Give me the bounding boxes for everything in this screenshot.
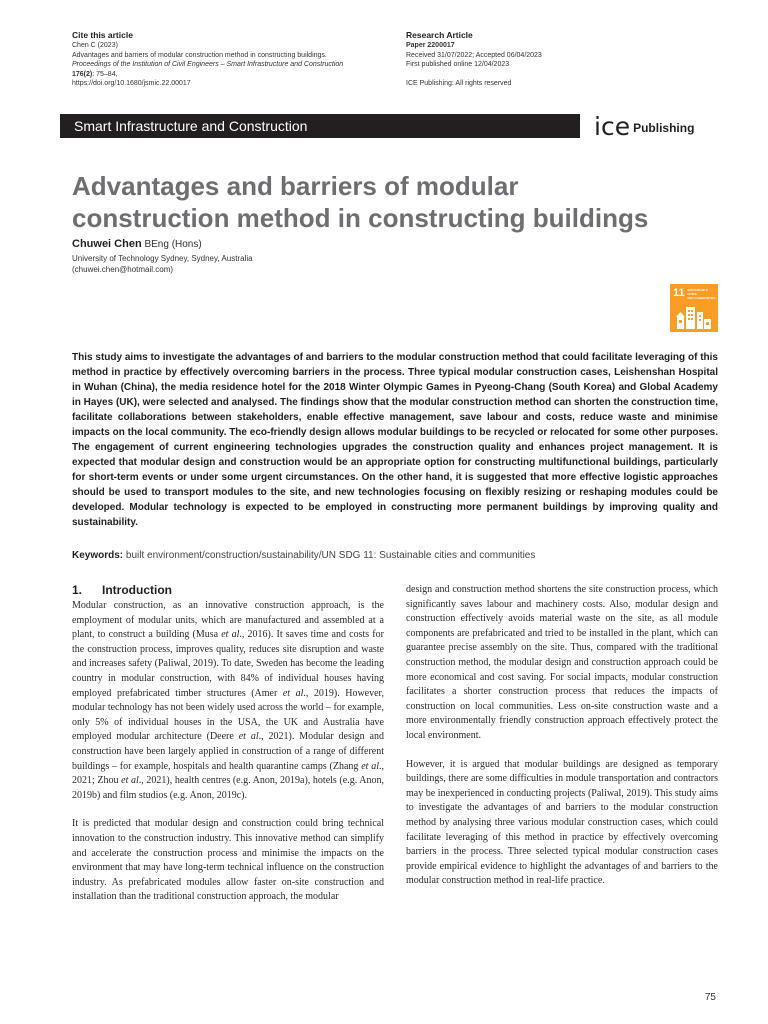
page-number: 75 [704, 992, 716, 1003]
author-degree: BEng (Hons) [141, 239, 202, 250]
sdg-number: 11 [673, 287, 685, 299]
cite-doi[interactable]: https://doi.org/10.1680/jsmic.22.00017 [72, 80, 191, 88]
article-title-line1: Advantages and barriers of modular [72, 171, 519, 201]
ice-logo-mark: ice [594, 112, 631, 141]
author-affiliation-block [72, 253, 253, 275]
keywords-label: Keywords: [72, 550, 124, 561]
cite-journal-prefix: Proceedings of the Institution of Civil Engineers – [72, 61, 227, 69]
sdg-11-badge [670, 284, 718, 332]
article-dates: Received 31/07/2022; Accepted 06/04/2023 [406, 51, 542, 59]
city-buildings-icon [676, 303, 712, 329]
section-number: 1. [72, 583, 83, 597]
intro-paragraph-1: Modular construction, as an innovative construction approach, is the employment of modular units, which are manufactured and assembled at a plant, to construct a building (Musa et al., 2016). It saves time and costs for the construction process, improves quality, reduces site disruption and waste and increases safety (Paliwal, 2019). To date, Sweden has become the leading country in modular construction, with 84% of individual houses having employed prefabricated timber structures (Amer et al., 2019). However, modular technology has not been widely used across the world – for example, only 5% of individual houses in the USA, the UK and Australia have employed modular architecture (Deere et al., 2021). Modular design and construction have been largely applied in construction of a range of different buildings – for example, hospitals and health quarantine camps (Zhang et al., 2021; Zhou et al., 2021), health centres (e.g. Anon, 2019a), hotels (e.g. Anon, 2019b) and film studios (e.g. Anon, 2019c). [72, 600, 384, 801]
sdg-label-line2: AND COMMUNITIES [687, 296, 716, 300]
section-heading-introduction [72, 583, 384, 597]
cite-pages: : 75–84, [92, 70, 118, 78]
ice-publishing-logo [594, 112, 694, 141]
author-affiliation: University of Technology Sydney, Sydney, Australia [72, 254, 253, 263]
cite-volume-number: 176(2) [72, 70, 93, 78]
right-column [406, 583, 718, 903]
intro-paragraph-4: However, it is argued that modular buildings are designed as temporary buildings, there are some difficulties in module transportation and contractors may be inexperienced in conducting projects (Paliwal, 2019). This study aims to investigate the advantages of and barriers to the modular construction method by analysing three various modular construction cases, which could facilitate leveraging of this method in practice by effectively overcoming barriers in the process. Three selected typical modular construction cases provide empirical evidence to highlight the advantages of and barriers to the modular construction method in real-life practice. [406, 758, 718, 887]
keywords-value: built environment/construction/sustainability/UN SDG 11: Sustainable cities and communities [123, 550, 536, 561]
intro-paragraph-2: It is predicted that modular design and construction could bring technical innovation to the construction industry. This innovative method can simplify and accelerate the construction process and minimise the impacts on the environment that may have long-term technical influence on the construction industry. As prefabricated modules allow faster on-site construction and installation than the traditional construction approach, the modular [72, 818, 384, 903]
article-rights: ICE Publishing: All rights reserved [406, 79, 512, 87]
journal-banner-title: Smart Infrastructure and Construction [74, 118, 308, 134]
cite-journal-name: Smart Infrastructure and Construction [226, 61, 344, 69]
article-title [72, 170, 722, 234]
cite-article-title: Advantages and barriers of modular construction method in constructing buildings. [72, 51, 327, 59]
cite-journal [72, 60, 392, 70]
article-title-line2: construction method in constructing buildings [72, 203, 649, 233]
sdg-label-line1: SUSTAINABLE CITIES [687, 288, 709, 296]
paper-number: Paper 2200017 [406, 42, 455, 49]
cite-block [72, 30, 392, 89]
author-name: Chuwei Chen [72, 238, 142, 250]
author-email[interactable]: (chuwei.chen@hotmail.com) [72, 265, 174, 274]
cite-authors: Chen C (2023) [72, 42, 118, 49]
cite-volume [72, 70, 392, 80]
sdg-label [687, 288, 717, 300]
ice-logo-text: Publishing [633, 121, 695, 135]
article-type: Research Article [406, 30, 473, 40]
intro-paragraph-3: design and construction method shortens the site construction process, which significantly saves labour and machinery costs. Also, modular design and construction effectively avoids material waste on the site, as all module components are prefabricated and tried to be installed in the plant, which can guarantee precise assembly on the site. Thus, compared with the traditional construction method, the modular design and construction approach could be more economical and cost saving. For social impacts, modular construction facilitates a shorter construction process that reduces the impacts of construction on local communities. Less on-site construction waste and a more environmentally friendly construction approach effectively protect the local environment. [406, 584, 718, 741]
author-line [72, 238, 202, 251]
cite-heading: Cite this article [72, 30, 133, 40]
article-published: First published online 12/04/2023 [406, 61, 510, 69]
left-column [72, 583, 384, 919]
section-title: Introduction [102, 583, 172, 597]
keywords [72, 550, 718, 561]
journal-banner [60, 114, 580, 138]
article-info [406, 30, 646, 88]
abstract: This study aims to investigate the advantages of and barriers to the modular construction method that could facilitate leveraging of this method in practice by effectively overcoming barriers in the process. Three typical modular construction cases, Leishenshan Hospital in Wuhan (China), the media residence hotel for the 2018 Winter Olympic Games in Pyeong-Chang (South Korea) and Global Academy in Hayes (UK), were selected and analysed. The findings show that the modular construction method can shorten the construction time, facilitate collaborations between stakeholders, enable effective management, save labour and costs, reduce waste and minimise impacts on the local community. The eco-friendly design allows modular buildings to be recycled or relocated for some other purposes. The engagement of current engineering technologies upgrades the construction quality and enhances project management. It is expected that modular design and construction would be an appropriate option for constructing multifunctional buildings, particularly for short-term events or under some urgent circumstances. On the other hand, it is suggested that more effective logistic approaches should be used to transport modules to the site, and new technologies focusing on flexibly resizing or reshaping modules could be developed. Modular technology is expected to be employed in constructing more permanent buildings by improving quality and sustainability. [72, 352, 718, 528]
